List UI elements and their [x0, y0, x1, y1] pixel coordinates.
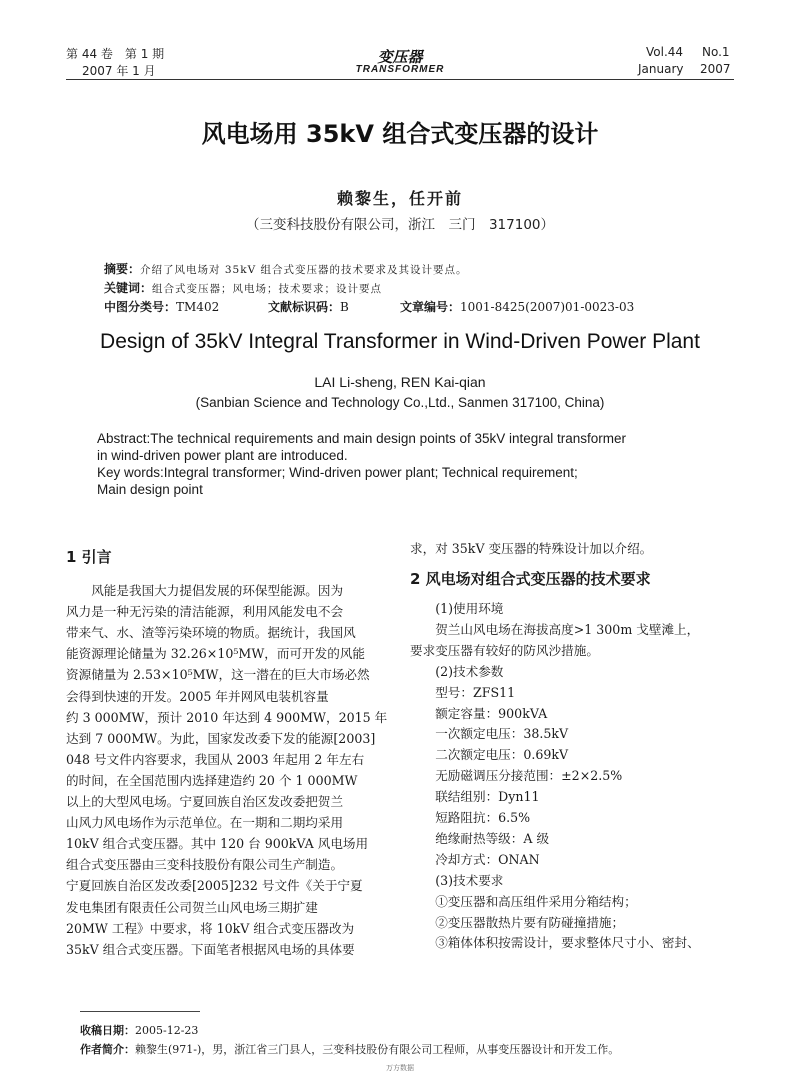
section-2-line: 无励磁调压分接范围：±2×2.5% — [410, 768, 623, 784]
section-1-line: 的时间，在全国范围内选择建造约 20 个 1 000MW — [66, 772, 358, 788]
section-1-line: 风能是我国大力提倡发展的环保型能源。因为 — [66, 583, 344, 598]
keywords-cn — [104, 279, 382, 296]
authors-cn: 赖黎生，任开前 — [336, 189, 463, 208]
section-2-line: (1)使用环境 — [410, 601, 504, 616]
article-number-value: 1001-8425(2007)01-0023-03 — [460, 300, 635, 314]
header-number-en: No.1 — [702, 45, 730, 59]
section-1-line: 10kV 组合式变压器。其中 120 台 900kVA 风电场用 — [66, 836, 369, 852]
received-date: 2005-12-23 — [135, 1024, 199, 1037]
header-volume-en: Vol.44 — [646, 45, 684, 59]
section-1-line: 资源储量为 2.53×10⁵MW，这一潜在的巨大市场必然 — [66, 667, 370, 683]
watermark: 万方数据 — [386, 1064, 414, 1072]
author-bio-text: 赖黎生(971-)，男，浙江省三门县人，三变科技股份有限公司工程师，从事变压器设计和开发工作。 — [135, 1043, 620, 1056]
section-2-line: 绝缘耐热等级：A 级 — [410, 830, 550, 846]
header-rule — [66, 79, 734, 80]
section-1-line: 048 号文件内容要求，我国从 2003 年起用 2 年左右 — [66, 751, 365, 767]
section-2-line: 型号：ZFS11 — [410, 684, 516, 700]
keywords-cn-label: 关键词： — [104, 281, 153, 295]
section-2-line: 额定容量：900kVA — [410, 705, 548, 721]
affiliation-cn: （三变科技股份有限公司，浙江 三门 317100） — [245, 217, 555, 233]
section-2-line: 短路阻抗：6.5% — [410, 810, 531, 825]
keywords-en-label: Key words: — [97, 465, 164, 480]
section-2-line: ③箱体体积按需设计，要求整体尺寸小、密封、 — [410, 935, 700, 951]
section-2-line: (3)技术要求 — [410, 872, 504, 888]
footnote-received — [80, 1022, 198, 1038]
section-2-heading: 2 风电场对组合式变压器的技术要求 — [410, 570, 651, 588]
author-bio-label: 作者简介： — [80, 1043, 135, 1056]
section-1-line: 能资源理论储量为 32.26×10⁵MW，而可开发的风能 — [66, 646, 366, 662]
abstract-en-line-1 — [97, 430, 717, 447]
section-1-line: 20MW 工程》中要求，将 10kV 组合式变压器改为 — [66, 920, 355, 936]
footnote-author-bio — [80, 1041, 619, 1057]
section-2-line: ①变压器和高压组件采用分箱结构； — [410, 893, 637, 909]
abstract-en-line-2: in wind-driven power plant are introduced. — [97, 448, 348, 463]
keywords-cn-text: 组合式变压器；风电场；技术要求；设计要点 — [152, 283, 383, 295]
abstract-en-label: Abstract: — [97, 431, 151, 446]
title-en: Design of 35kV Integral Transformer in Wind-Driven Power Plant — [100, 330, 700, 353]
keywords-en — [97, 464, 717, 498]
section-1-line: 达到 7 000MW。为此，国家发改委下发的能源[2003] — [66, 730, 376, 746]
header-year-en: 2007 — [700, 62, 731, 76]
authors-en: LAI Li-sheng, REN Kai-qian — [314, 374, 486, 390]
section-2-line: (2)技术参数 — [410, 663, 504, 679]
section-1-line: 会得到快速的开发。2005 年并网风电装机容量 — [66, 688, 329, 704]
section-2-line: 要求变压器有较好的防风沙措施。 — [410, 642, 599, 658]
section-1-line: 组合式变压器由三变科技股份有限公司生产制造。 — [66, 857, 344, 873]
keywords-en-text-1: Integral transformer; Wind-driven power plant; Technical requirement; — [163, 465, 578, 480]
section-1-line: 约 3 000MW，预计 2010 年达到 4 900MW，2015 年 — [66, 709, 388, 725]
abstract-en — [97, 430, 717, 464]
section-1-line: 带来气、水、渣等污染环境的物质。据统计，我国风 — [66, 625, 356, 641]
section-2-line: ②变压器散热片要有防碰撞措施； — [410, 914, 625, 930]
section-1-heading: 1 引言 — [66, 548, 112, 566]
document-code — [268, 298, 349, 315]
section-2-line: 贺兰山风电场在海拔高度>1 300m 戈壁滩上， — [410, 621, 700, 637]
clc-value: TM402 — [176, 300, 220, 314]
header-volume-issue-cn: 第 44 卷 第 1 期 — [66, 47, 165, 61]
section-1-line: 发电集团有限责任公司贺兰山风电场三期扩建 — [66, 899, 318, 915]
right-column-first-line: 求，对 35kV 变压器的特殊设计加以介绍。 — [410, 541, 653, 556]
header-date-cn: 2007 年 1 月 — [82, 64, 156, 78]
section-1-line: 山风力风电场作为示范单位。在一期和二期均采用 — [66, 815, 344, 831]
journal-name-en: TRANSFORMER — [355, 64, 445, 75]
title-cn: 风电场用 35kV 组合式变压器的设计 — [201, 120, 599, 148]
journal-name-cn: 变压器 — [377, 48, 423, 66]
section-2-line: 一次额定电压：38.5kV — [410, 726, 569, 742]
keywords-en-line-1 — [97, 464, 717, 481]
section-1-line: 35kV 组合式变压器。下面笔者根据风电场的具体要 — [66, 941, 355, 957]
section-1-line: 宁夏回族自治区发改委[2005]232 号文件《关于宁夏 — [66, 878, 363, 894]
article-number-label: 文章编号： — [400, 300, 461, 314]
clc-label: 中图分类号： — [104, 300, 177, 314]
header-month-en: January — [638, 62, 684, 76]
abstract-en-text-1: The technical requirements and main design points of 35kV integral transformer — [150, 431, 627, 446]
document-code-label: 文献标识码： — [268, 300, 341, 314]
section-2-line: 冷却方式：ONAN — [410, 851, 540, 867]
abstract-cn-label: 摘要： — [104, 262, 141, 276]
footnote-rule — [80, 1011, 200, 1012]
section-1-line: 以上的大型风电场。宁夏回族自治区发改委把贺兰 — [66, 794, 344, 809]
article-number — [400, 298, 634, 315]
section-2-line: 联结组别：Dyn11 — [410, 789, 540, 805]
section-2-line: 二次额定电压：0.69kV — [410, 747, 569, 763]
clc-number — [104, 298, 219, 315]
affiliation-en: (Sanbian Science and Technology Co.,Ltd., Sanmen 317100, China) — [195, 395, 605, 410]
section-1-line: 风力是一种无污染的清洁能源，利用风能发电不会 — [66, 604, 344, 620]
received-label: 收稿日期： — [80, 1024, 135, 1037]
keywords-en-line-2: Main design point — [97, 482, 203, 497]
abstract-cn-text: 介绍了风电场对 35kV 组合式变压器的技术要求及其设计要点。 — [140, 264, 468, 276]
abstract-cn — [104, 260, 468, 277]
document-code-value: B — [340, 300, 349, 314]
